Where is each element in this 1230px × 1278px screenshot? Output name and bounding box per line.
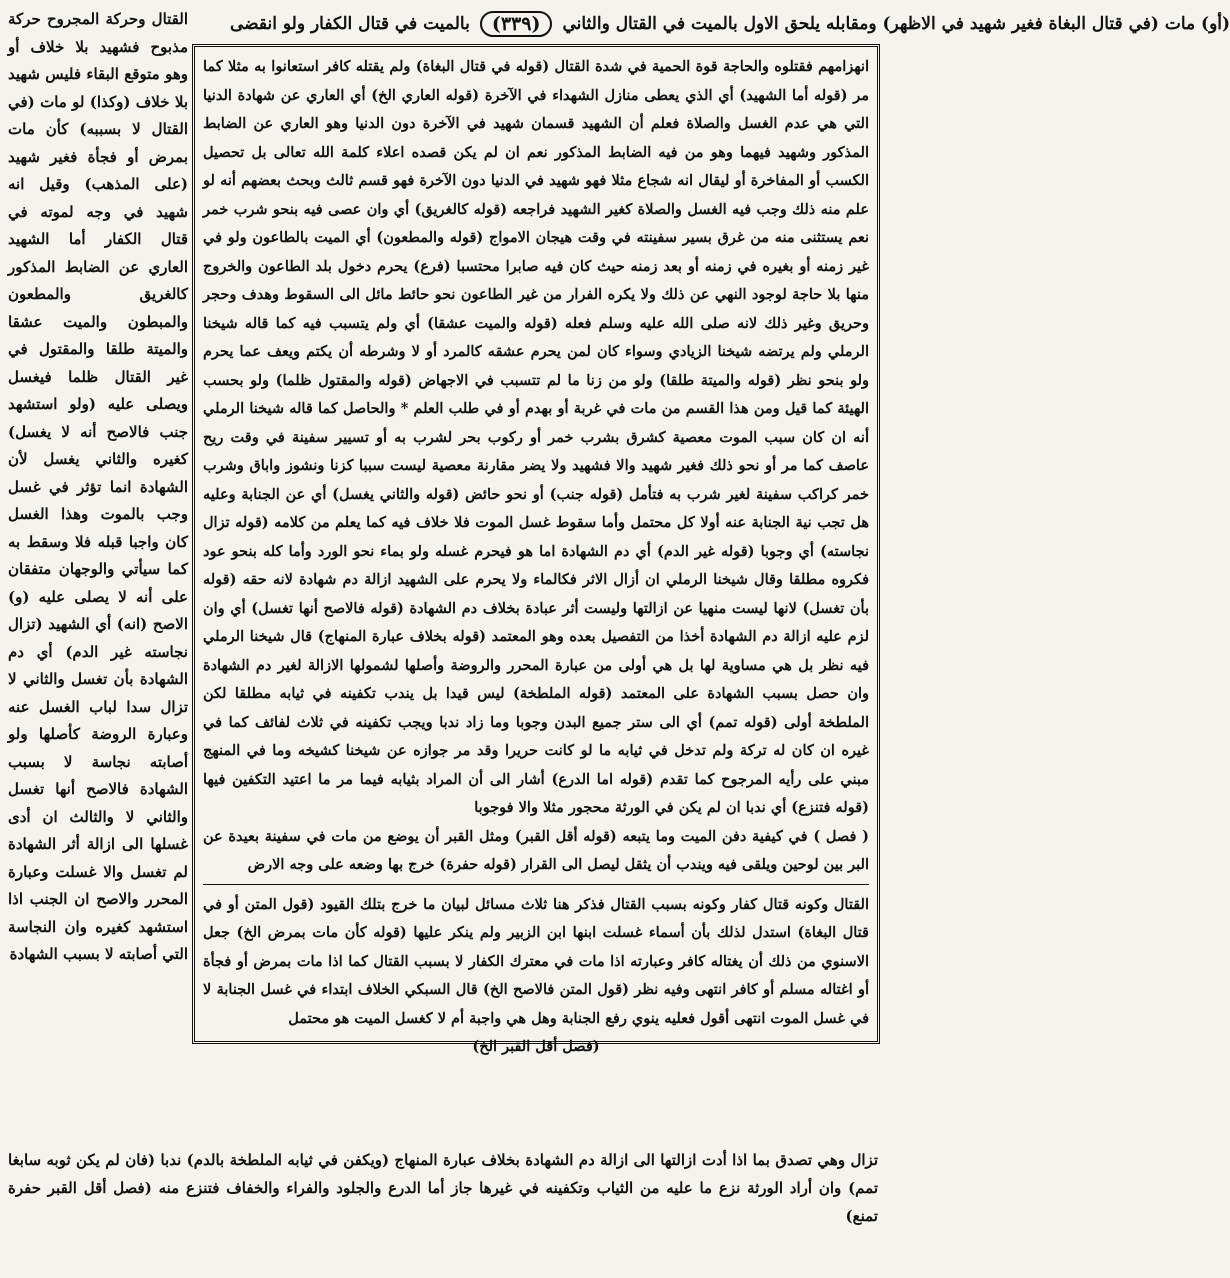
header-right-text: بالميت في قتال الكفار ولو انقضى [230,14,470,34]
commentary-paragraph: ( فصل ) في كيفية دفن الميت وما يتبعه (قوله أقل القبر) ومثل القبر أن يوضع من مات في سفينة بعيدة عن البر بين لوحين ويلقى فيه ويندب أن يثقل ليصل الى القرار (قوله حفرة) خرج بها وضعه على وجه الارض [203,827,869,873]
page-number: (٣٣٩) [480,11,553,37]
commentary-content [203,53,869,1062]
commentary-paragraph: القتال وكونه قتال كفار وكونه بسبب القتال فذكر هنا ثلاث مسائل لبيان ما خرج بتلك القيود (قول المتن أو في قتال البغاة) استدل لذلك بأن أسماء غسلت ابنها ابن الزبير ولم ينكر عليها (قوله كأن مات بمرض الخ) جعل الاسنوي من ذلك أن يغتاله كافر وعبارته اذا مات في معترك الكفار لا بسبب القتال كما اذا مات بمرض أو فجأة أو اغتاله مسلم أو كافر انتهى وفيه نظر (قول المتن فالاصح الخ) قال السبكي الخلاف ابتداء في غسل الجنابة لا في غسل الموت انتهى أقول فعليه ينوي رفع الجنابة وهل هي واجبة أم لا كغسل الميت هو محتمل [203,895,869,1027]
divider [203,884,869,885]
header-left-text: (أو) مات (في قتال البغاة فغير شهيد في الاظهر) ومقابله يلحق الاول بالميت في القتال والثاني [562,14,1230,34]
section-heading: (فصل أقل القبر الخ) [472,1038,600,1055]
commentary-box [192,44,880,1055]
side-column-text [8,6,188,1046]
bottom-paragraph: تزال وهي تصدق بما اذا أدت ازالتها الى ازالة دم الشهادة بخلاف عبارة المنهاج (ويكفن في ثيابه الملطخة بالدم) ندبا (فان لم يكن ثوبه سابغا تمم) وان أراد الورثة نزع ما عليه من الثياب وتكفينه في غيرها جاز أما الدرع والجلود والفراء والخفاف فتنزع منه (فصل أقل القبر حفرة تمنع) [8,1151,878,1225]
commentary-paragraph: انهزامهم فقتلوه والحاجة قوة الحمية في شدة القتال (قوله في قتال البغاة) ولم يقتله كافر استعانوا به مثلا كما مر (قوله أما الشهيد) أي الذي يعطى منازل الشهداء في الآخرة (قوله العاري الخ) أي العاري عن شهادة الدنيا التي هي عدم الغسل والصلاة فعلم أن الشهيد قسمان شهيد في الآخرة دون الدنيا وهو العاري عن الضابط المذكور وشهيد فيهما وهو من فيه الضابط المذكور نعم ان لم يكن قصده اعلاء كلمة الله تعالى بل تحصيل الكسب أو المفاخرة أو ليقال انه شجاع مثلا فهو شهيد في الدنيا دون الآخرة فهو قسم ثالث وبحث بعضهم أنه لو علم منه ذلك وجب فيه الغسل والصلاة كغير الشهيد فراجعه (قوله كالغريق) أي وان عصى فيه بنحو شرب خمر نعم يستثنى منه من غرق بسير سفينته في وقت هيجان الامواج (قوله والمطعون) أي الميت بالطاعون ولو في غير زمنه أو بغيره في زمنه أو بعد زمنه حيث كان فيه صابرا محتسبا (فرع) يحرم دخول بلد الطاعون والخروج منها بلا حاجة لوجود النهي عن ذلك ولا يكره الفرار من غير الطاعون نحو حائط مائل الى السقوط وهدف وحجر وحريق وغير ذلك لانه صلى الله عليه وسلم فعله (قوله والميت عشقا) أي ولم يتسبب فيه كما قاله شيخنا الرملي ولم يرتضه شيخنا الزيادي وسواء كان لمن يحرم عشقه كالمرد أو لا وشرطه أن يكتم ويعف عما يحرم ولو بنحو نظر (قوله والميتة طلقا) ولو من زنا ما لم تتسبب في الاجهاض (قوله والمقتول ظلما) ولو بحسب الهيئة كما قيل ومن هذا القسم من مات في غربة أو بهدم أو في طلب العلم * والحاصل كما قاله شيخنا الرملي أنه ان كان سبب الموت معصية كشرق بشرب خمر أو ركوب بحر لشرب به أو تسيير سفينة في وقت ريح عاصف كما مر أو نحو ذلك فغير شهيد والا فشهيد ولا يضر مقارنة معصية ليست سببا كزنا ونشوز واباق وشرب خمر كراكب سفينة لغير شرب به فتأمل (قوله جنب) أو نحو حائض (قوله والثاني يغسل) أي عن الجنابة وعليه هل تجب نية الجنابة عنه أولا كل محتمل وأما سقوط غسل الموت فلا خلاف فيه كما يعلم من كلامه (قوله تزال نجاسته) أي وجوبا (قوله غير الدم) أي دم الشهادة اما هو فيحرم غسله ولو بماء نحو الورد وأما كله بنحو عود فكروه مطلقا وقال شيخنا الرملي ان أزال الاثر فكالماء ولا يحرم على الشهيد ازالة دم شهادة لانه حقه (قوله بأن تغسل) لانها ليست منهيا عن ازالتها وليست أثر عبادة بخلاف دم الشهادة (قوله فالاصح أنها تغسل) أي وان لزم عليه ازالة دم الشهادة أخذا من التفصيل بعده وهو المعتمد (قوله بخلاف عبارة المنهاج) قال شيخنا الرملي فيه نظر بل هي مساوية لها بل هي أولى من عبارة المحرر والروضة وأصلها لشمولها الازالة لغير دم الشهادة وان حصل بسبب الشهادة على المعتمد (قوله الملطخة) ليس قيدا بل يندب تكفينه في ثيابه مطلقا لكن الملطخة أولى (قوله تمم) أي الى ستر جميع البدن وجوبا وما زاد ندبا ويجب تكفينه في ثلاث لفائف كما في غيره ان كان له تركة ولم تدخل في ثيابه ما لو كانت حريرا وقد مر جوازه عن شيخنا كشيخه وما في المنهج مبني على رأيه المرجوح كما تقدم (قوله اما الدرع) أشار الى أن المراد بثيابه فيما مر ما اعتيد التكفين فيها (قوله فتنزع) أي ندبا ان لم يكن في الورثة محجور مثلا والا فوجوبا [203,58,869,816]
bottom-text [8,1146,878,1266]
page-header [230,8,1230,40]
side-paragraph: القتال وحركة المجروح حركة مذبوح فشهيد بلا خلاف أو وهو متوقع البقاء فليس شهيد بلا خلاف (وكذا) لو مات (في القتال لا بسببه) كأن مات بمرض أو فجأة فغير شهيد (على المذهب) وقيل انه شهيد في وجه لموته في قتال الكفار أما الشهيد العاري عن الضابط المذكور كالغريق والمطعون والمبطون والميت عشقا والميتة طلقا والمقتول في غير القتال ظلما فيغسل ويصلى عليه (ولو استشهد جنب فالاصح أنه لا يغسل) كغيره والثاني يغسل لأن الشهادة انما تؤثر في غسل وجب بالموت وهذا الغسل كان واجبا قبله فلا وسقط به كما سيأتي والوجهان متفقان على أنه لا يصلى عليه (و) الاصح (انه) أي الشهيد (تزال نجاسته غير الدم) أي دم الشهادة بأن تغسل والثاني لا تزال سدا لباب الغسل عنه وعبارة الروضة كأصلها ولو أصابته نجاسة لا بسبب الشهادة فالاصح أنها تغسل والثاني لا والثالث ان أدى غسلها الى ازالة أثر الشهادة لم تغسل والا غسلت وعبارة المحرر والاصح ان الجنب اذا استشهد كغيره وان النجاسة التي أصابته لا بسبب الشهادة [8,10,188,963]
